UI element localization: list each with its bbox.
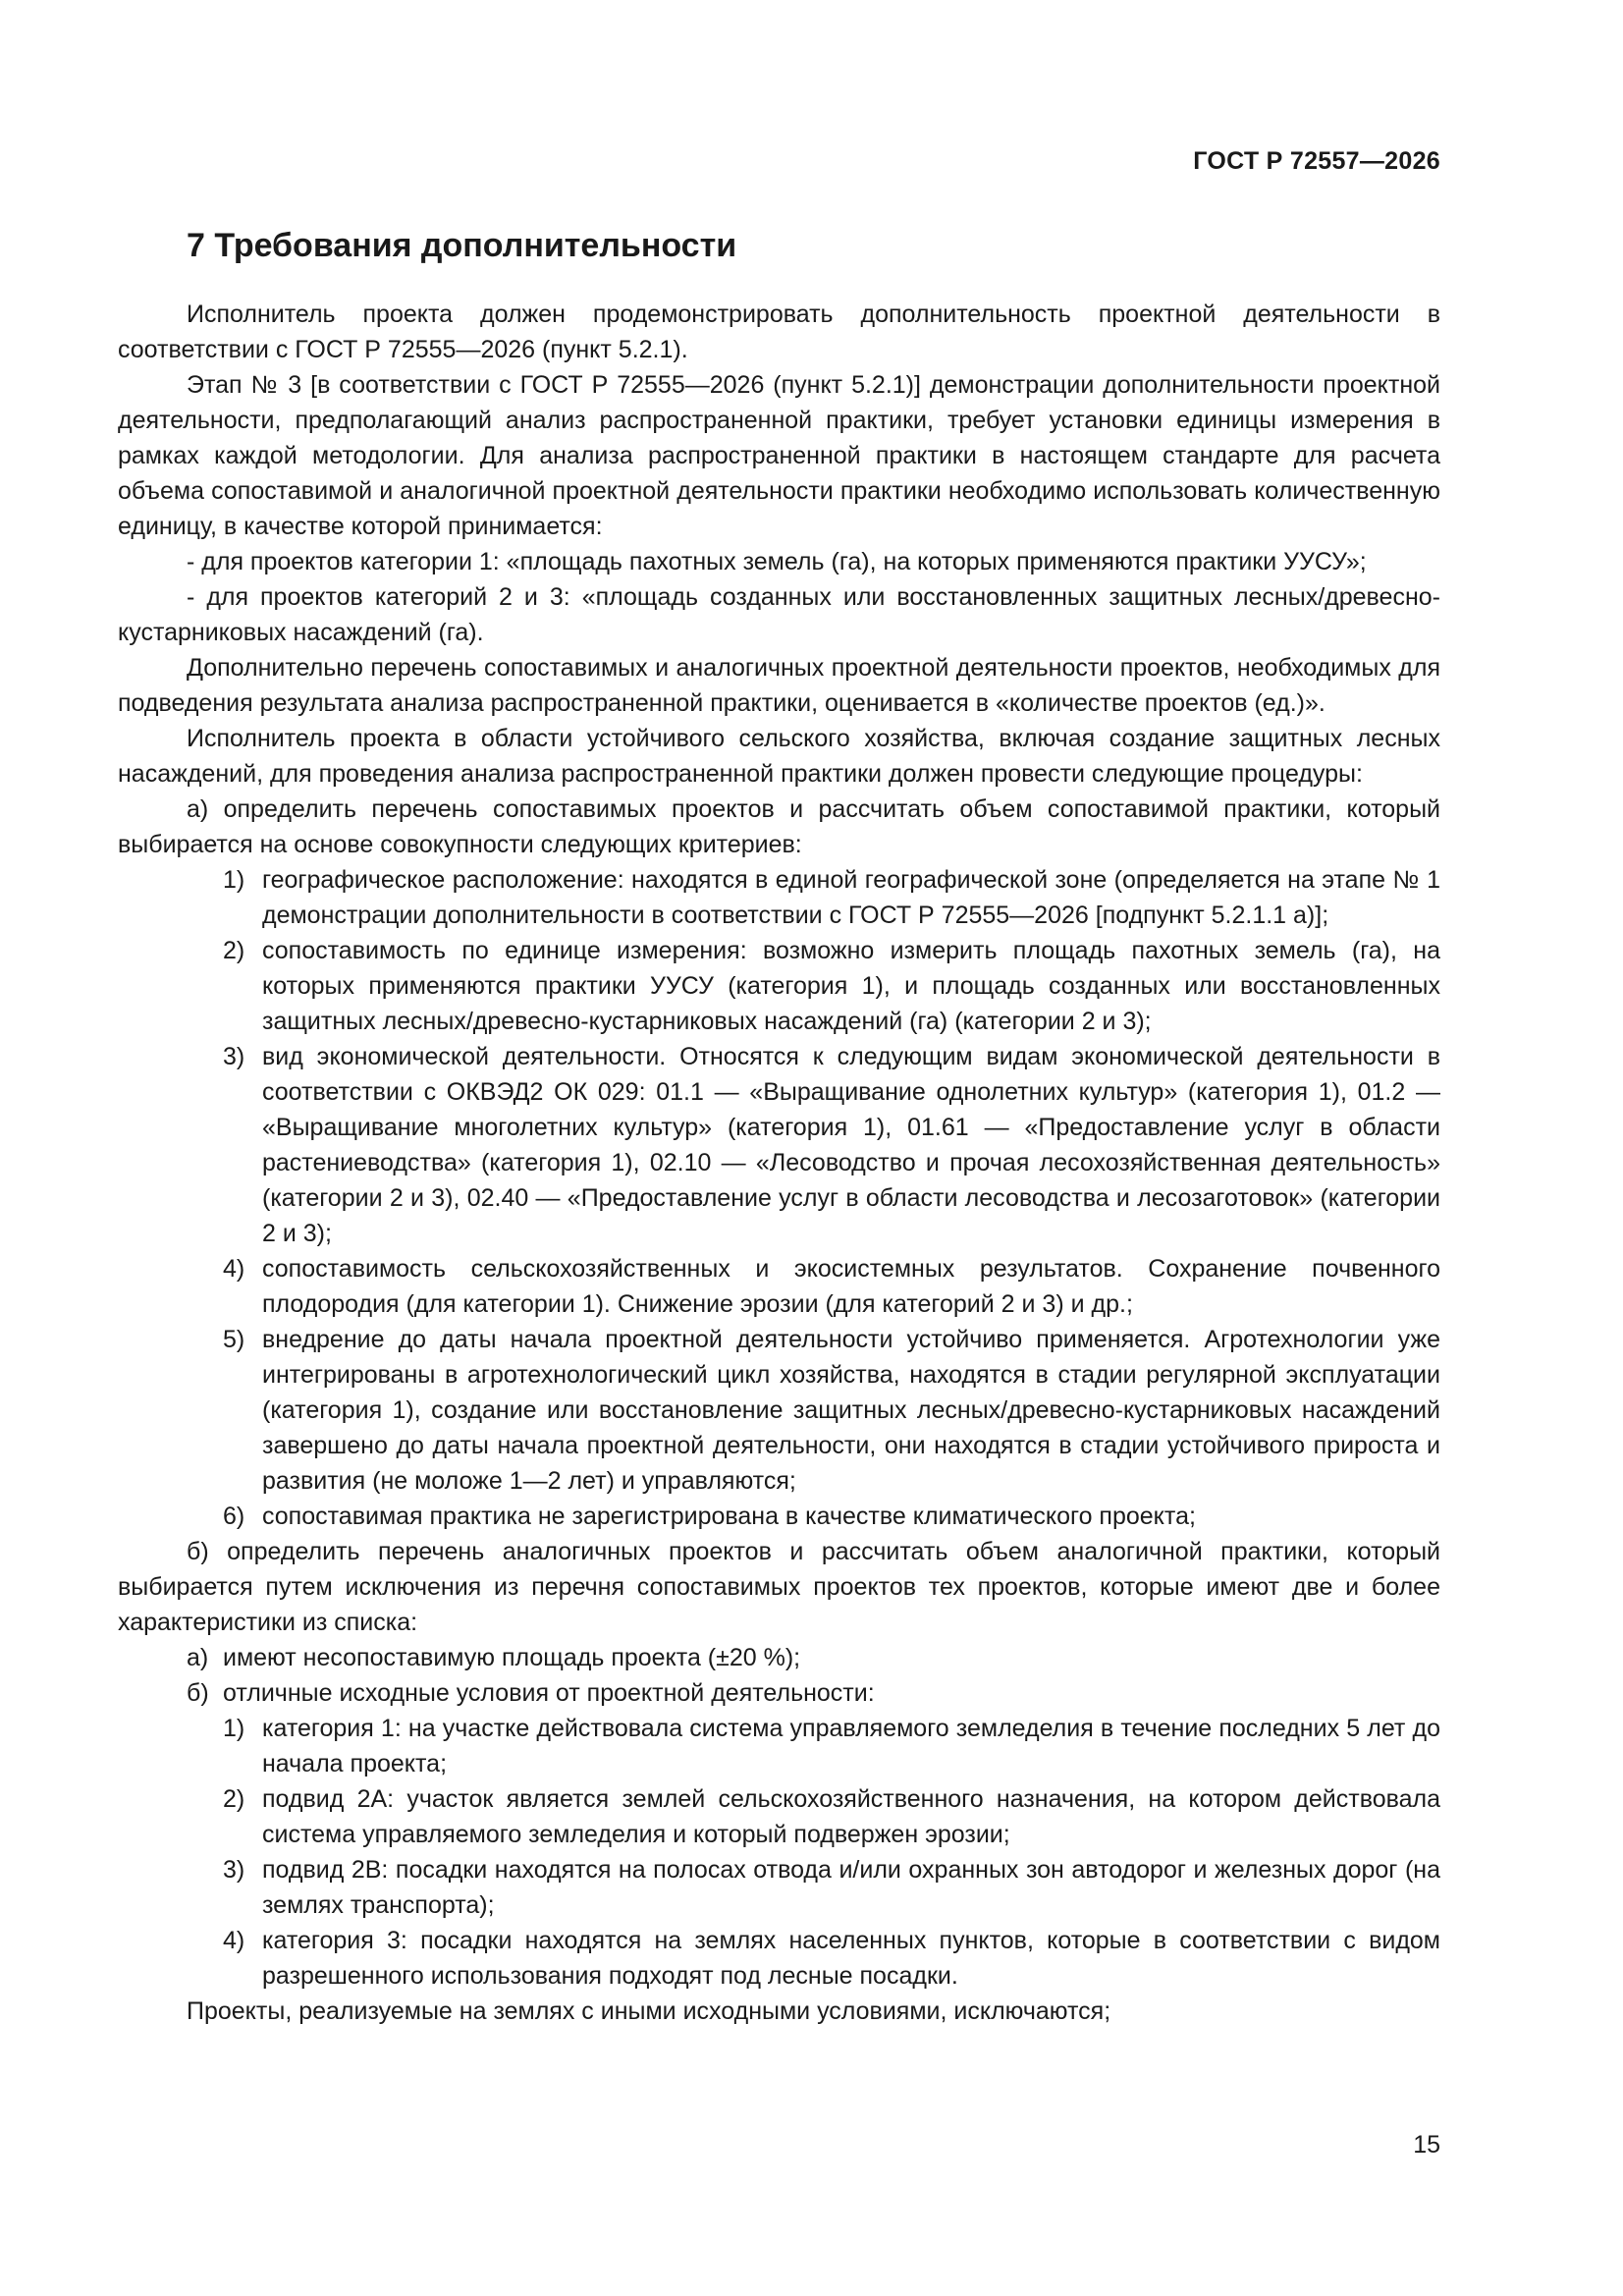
numbered-item (118, 1039, 1440, 1251)
item-number: 5) (223, 1326, 245, 1353)
page-number: 15 (1413, 2131, 1440, 2159)
numbered-item (118, 1781, 1440, 1852)
paragraph: Этап № 3 [в соответствии с ГОСТ Р 72555—2026 (пункт 5.2.1)] демонстрации дополнительности проектной деятельности, предполагающий анализ распространенной практики, требует установки единицы измерения в рамках каждой методологии. Для анализа распространенной практики в настоящем стандарте для расчета объема сопоставимой и аналогичной проектной деятельности практики необходимо использовать количественную единицу, в качестве которой принимается: (118, 371, 1440, 540)
item-text: географическое расположение: находятся в единой географической зоне (определяется на этапе № 1 демонстрации дополнительности в соответствии с ГОСТ Р 72555—2026 [подпункт 5.2.1.1 а)]; (262, 866, 1440, 929)
item-text: вид экономической деятельности. Относятся к следующим видам экономической деятельности в соответствии с ОКВЭД2 ОК 029: 01.1 — «Выращивание однолетних культур» (категория 1), 01.2 — «Выращивание многолетних культур» (категория 1), 01.61 — «Предоставление услуг в области растениеводства» (категория 1), 02.10 — «Лесоводство и прочая лесохозяйственная деятельность» (категории 2 и 3), 02.40 — «Предоставление услуг в области лесоводства и лесозаготовок» (категории 2 и 3); (262, 1043, 1440, 1247)
numbered-item (118, 1711, 1440, 1781)
numbered-item (118, 862, 1440, 933)
item-number: 2) (223, 1785, 245, 1813)
numbered-item (118, 1251, 1440, 1322)
numbered-item (118, 933, 1440, 1039)
standard-header: ГОСТ Р 72557—2026 (1193, 147, 1440, 175)
list-item-a: а) определить перечень сопоставимых проектов и рассчитать объем сопоставимой практики, который выбирается на основе совокупности следующих критериев: (118, 795, 1440, 858)
page-content (118, 224, 1440, 2029)
item-number: 2) (223, 937, 245, 964)
item-text: категория 3: посадки находятся на землях населенных пунктов, которые в соответствии с видом разрешенного использования подходят под лесные посадки. (262, 1927, 1440, 1990)
paragraph: Исполнитель проекта должен продемонстрировать дополнительность проектной деятельности в соответствии с ГОСТ Р 72555—2026 (пункт 5.2.1). (118, 301, 1440, 363)
paragraph: Исполнитель проекта в области устойчивого сельского хозяйства, включая создание защитных лесных насаждений, для проведения анализа распространенной практики должен провести следующие процедуры: (118, 725, 1440, 788)
item-text: сопоставимость сельскохозяйственных и экосистемных результатов. Сохранение почвенного плодородия (для категории 1). Снижение эрозии (для категорий 2 и 3) и др.; (262, 1255, 1440, 1318)
item-text: отличные исходные условия от проектной деятельности: (223, 1679, 875, 1707)
item-text: сопоставимость по единице измерения: возможно измерить площадь пахотных земель (га), на которых применяются практики УУСУ (категория 1), и площадь созданных или восстановленных защитных лесных/древесно-кустарниковых насаждений (га) (категории 2 и 3); (262, 937, 1440, 1035)
item-number: 4) (223, 1255, 245, 1283)
item-text: подвид 2В: посадки находятся на полосах отвода и/или охранных зон автодорог и железных дорог (на землях транспорта); (262, 1856, 1440, 1919)
numbered-item (118, 1923, 1440, 1994)
item-number: а) (187, 1644, 209, 1671)
item-number: б) (187, 1679, 209, 1707)
item-number: 4) (223, 1927, 245, 1954)
item-number: 3) (223, 1043, 245, 1070)
item-number: 1) (223, 1715, 245, 1742)
numbered-item (118, 1499, 1440, 1534)
sub-item-b (118, 1675, 1440, 1711)
item-number: 1) (223, 866, 245, 894)
item-text: внедрение до даты начала проектной деятельности устойчиво применяется. Агротехнологии уже интегрированы в агротехнологический цикл хозяйства, находятся в стадии регулярной эксплуатации (категория 1), создание или восстановление защитных лесных/древесно-кустарниковых насаждений завершено до даты начала проектной деятельности, они находятся в стадии устойчивого прироста и развития (не моложе 1—2 лет) и управляются; (262, 1326, 1440, 1495)
numbered-item (118, 1852, 1440, 1923)
list-item-b: б) определить перечень аналогичных проектов и рассчитать объем аналогичной практики, который выбирается путем исключения из перечня сопоставимых проектов тех проектов, которые имеют две и более характеристики из списка: (118, 1538, 1440, 1636)
paragraph: Дополнительно перечень сопоставимых и аналогичных проектной деятельности проектов, необходимых для подведения результата анализа распространенной практики, оценивается в «количестве проектов (ед.)». (118, 654, 1440, 717)
numbered-item (118, 1322, 1440, 1499)
item-number: 6) (223, 1503, 245, 1530)
item-number: 3) (223, 1856, 245, 1884)
item-text: сопоставимая практика не зарегистрирована в качестве климатического проекта; (262, 1503, 1196, 1530)
item-text: имеют несопоставимую площадь проекта (±20 %); (223, 1644, 801, 1671)
dash-item: - для проектов категории 1: «площадь пахотных земель (га), на которых применяются практики УУСУ»; (187, 548, 1367, 575)
section-title: 7 Требования дополнительности (187, 227, 737, 264)
dash-item: - для проектов категорий 2 и 3: «площадь созданных или восстановленных защитных лесных/древесно-кустарниковых насаждений (га). (118, 583, 1440, 646)
paragraph: Проекты, реализуемые на землях с иными исходными условиями, исключаются; (187, 1997, 1111, 2025)
sub-item-a (118, 1640, 1440, 1675)
item-text: категория 1: на участке действовала система управляемого земледелия в течение последних 5 лет до начала проекта; (262, 1715, 1440, 1777)
item-text: подвид 2А: участок является землей сельскохозяйственного назначения, на котором действовала система управляемого земледелия и который подвержен эрозии; (262, 1785, 1440, 1848)
